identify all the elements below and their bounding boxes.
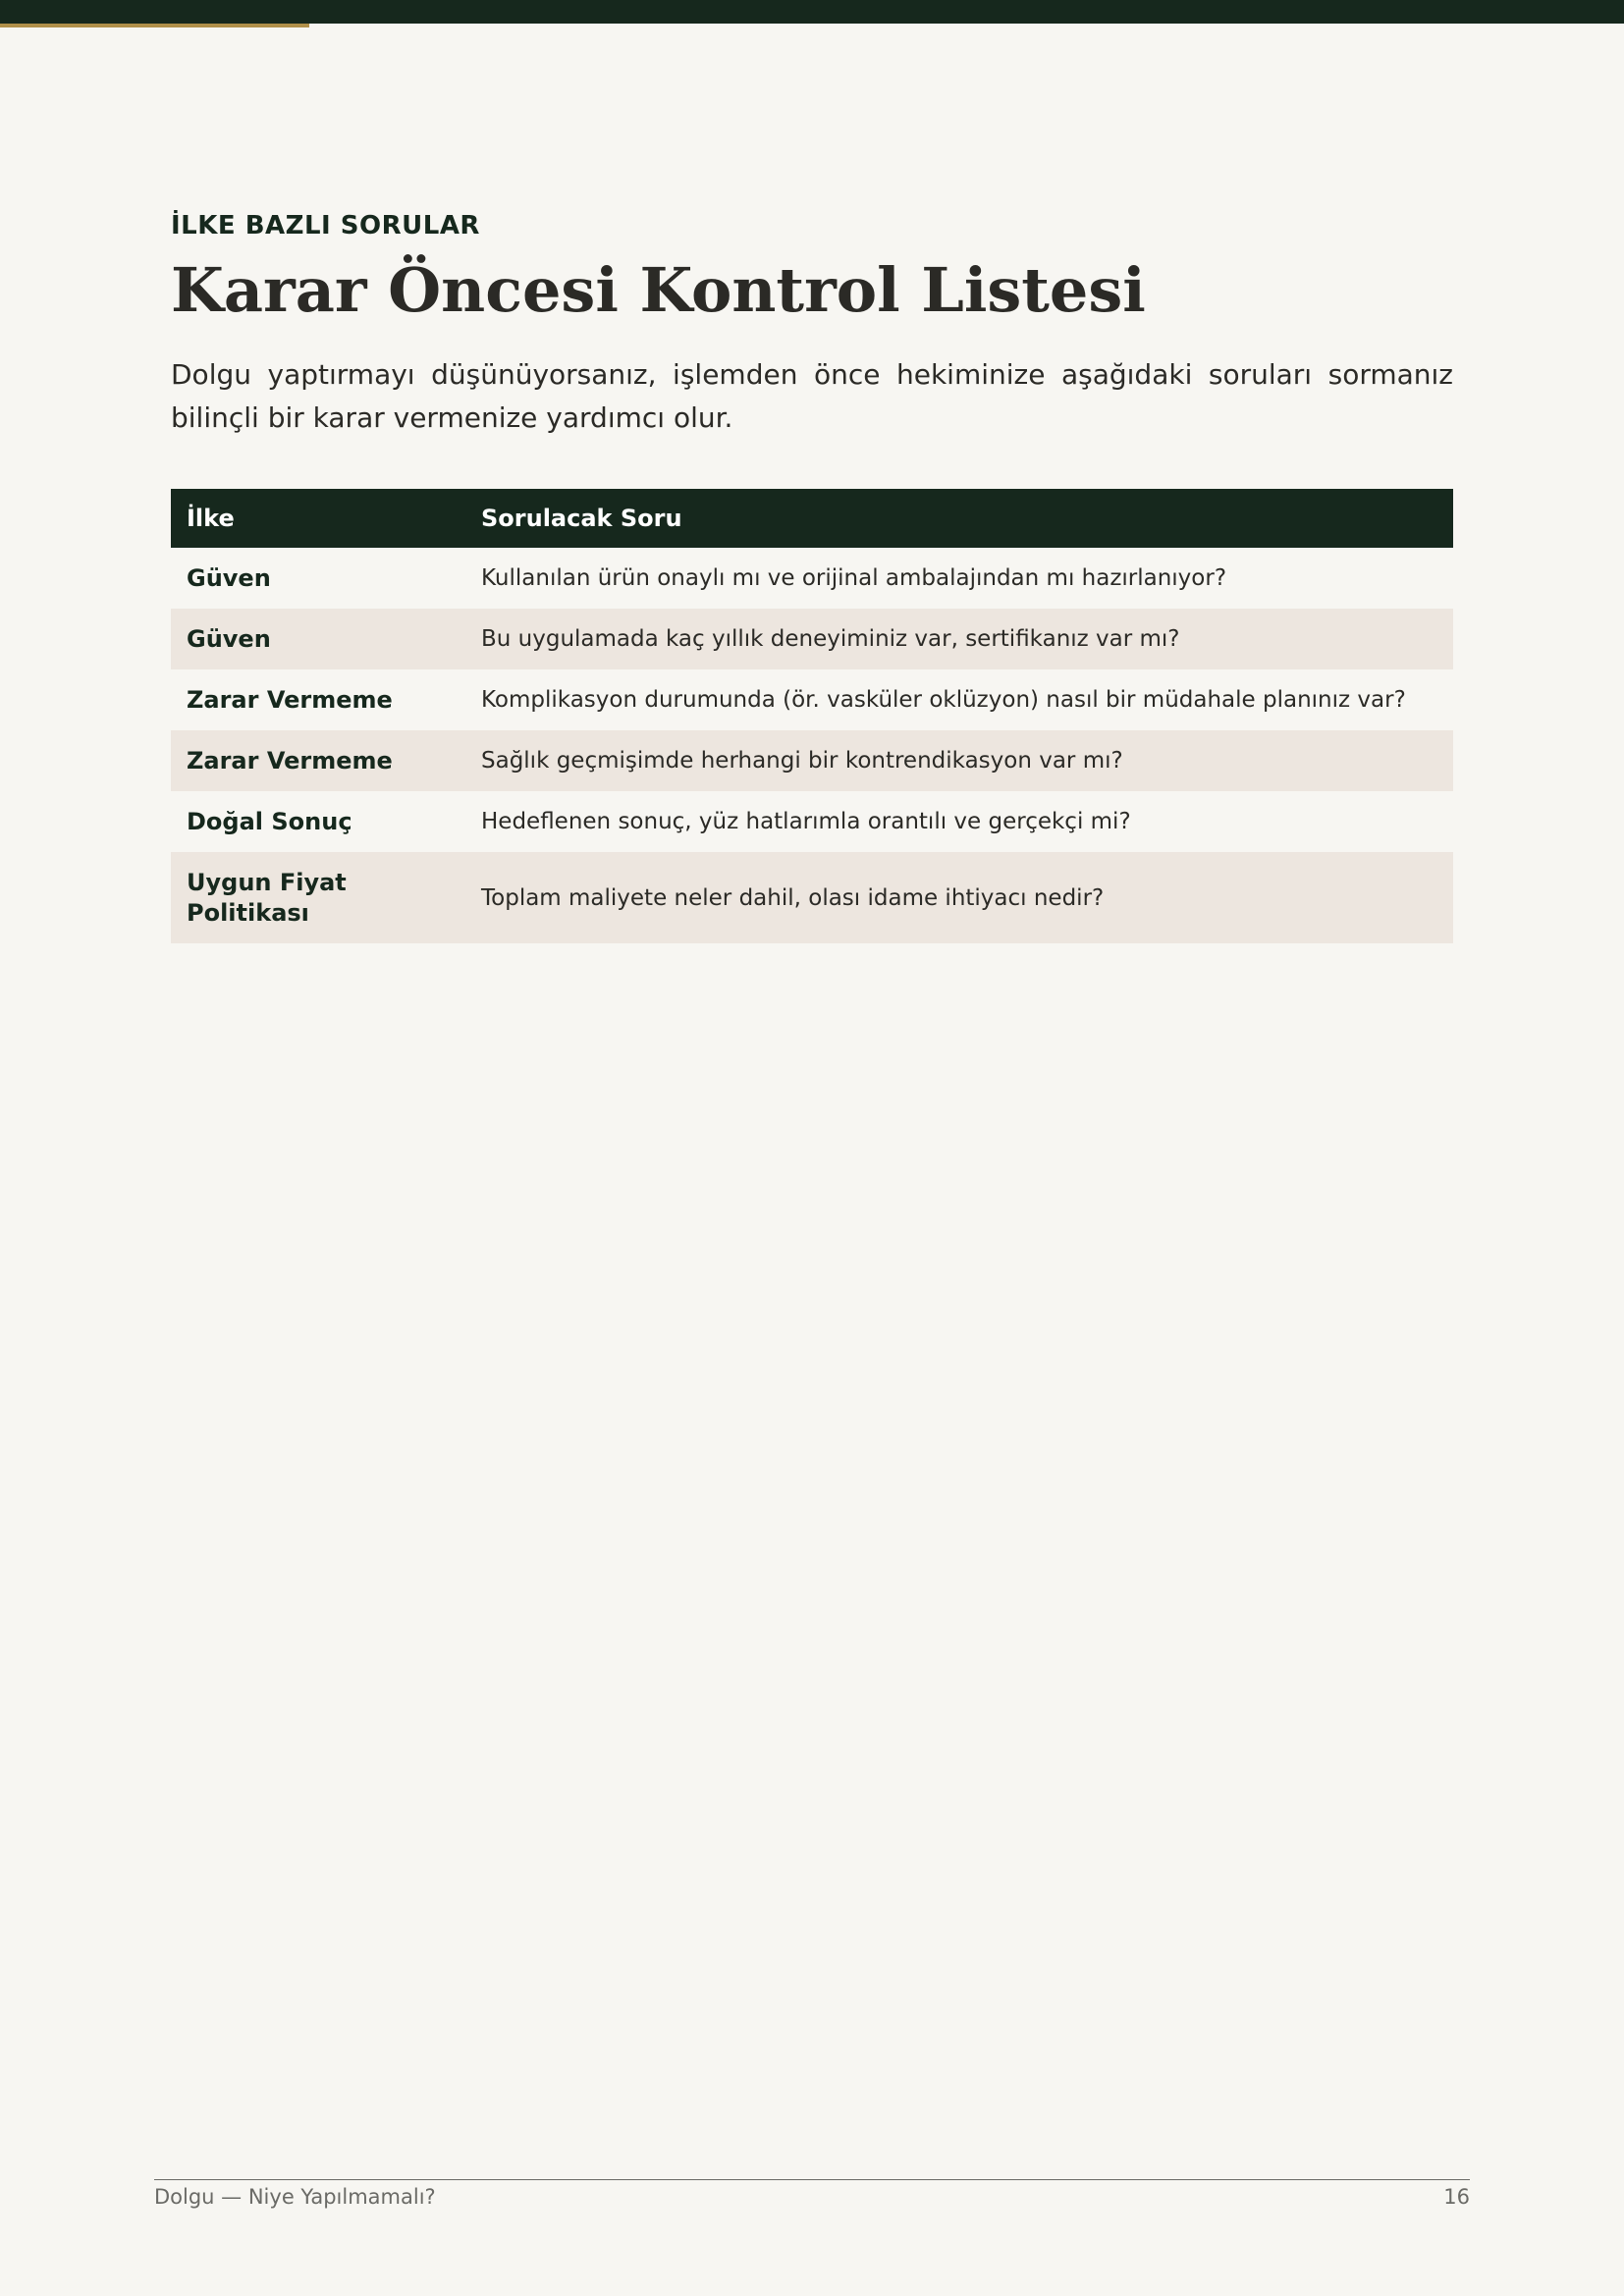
row-principle: Güven bbox=[171, 609, 465, 669]
row-principle: Zarar Vermeme bbox=[171, 730, 465, 791]
table-row bbox=[171, 852, 1453, 943]
row-principle: Zarar Vermeme bbox=[187, 685, 393, 714]
table-row bbox=[171, 791, 1453, 852]
section-eyebrow: İLKE BAZLI SORULAR bbox=[171, 211, 480, 240]
column-header-question: Sorulacak Soru bbox=[465, 489, 1453, 548]
checklist-table bbox=[171, 489, 1453, 943]
row-question: Hedeflenen sonuç, yüz hatlarımla orantılı ve gerçekçi mi? bbox=[481, 809, 1131, 834]
row-principle: Güven bbox=[187, 563, 271, 592]
footer-document-title: Dolgu — Niye Yapılmamalı? bbox=[154, 2185, 436, 2209]
row-question: Kullanılan ürün onaylı mı ve orijinal ambalajından mı hazırlanıyor? bbox=[481, 565, 1227, 591]
page-title: Karar Öncesi Kontrol Listesi bbox=[171, 254, 1146, 326]
row-question: Toplam maliyete neler dahil, olası idame ihtiyacı nedir? bbox=[465, 852, 1453, 943]
intro-paragraph: Dolgu yaptırmayı düşünüyorsanız, işlemden önce hekiminize aşağıdaki soruları sormanız bilinçli bir karar vermenize yardımcı olur. bbox=[171, 358, 1453, 434]
table-header-row bbox=[171, 489, 1453, 548]
row-question: Komplikasyon durumunda (ör. vasküler oklüzyon) nasıl bir müdahale planınız var? bbox=[481, 687, 1406, 713]
row-principle: Doğal Sonuç bbox=[187, 807, 352, 835]
top-band bbox=[0, 0, 1624, 24]
table-row bbox=[171, 609, 1453, 669]
row-question: Bu uygulamada kaç yıllık deneyiminiz var, sertifikanız var mı? bbox=[465, 609, 1453, 669]
footer-divider bbox=[154, 2179, 1470, 2180]
page-content bbox=[171, 206, 1453, 943]
table-row bbox=[171, 669, 1453, 730]
table-row bbox=[171, 548, 1453, 609]
footer-page-number: 16 bbox=[1443, 2185, 1470, 2209]
row-principle: Uygun Fiyat Politikası bbox=[171, 852, 465, 943]
table-row bbox=[171, 730, 1453, 791]
row-question: Sağlık geçmişimde herhangi bir kontrendikasyon var mı? bbox=[465, 730, 1453, 791]
column-header-principle: İlke bbox=[171, 489, 465, 548]
top-accent-bar bbox=[0, 24, 309, 27]
